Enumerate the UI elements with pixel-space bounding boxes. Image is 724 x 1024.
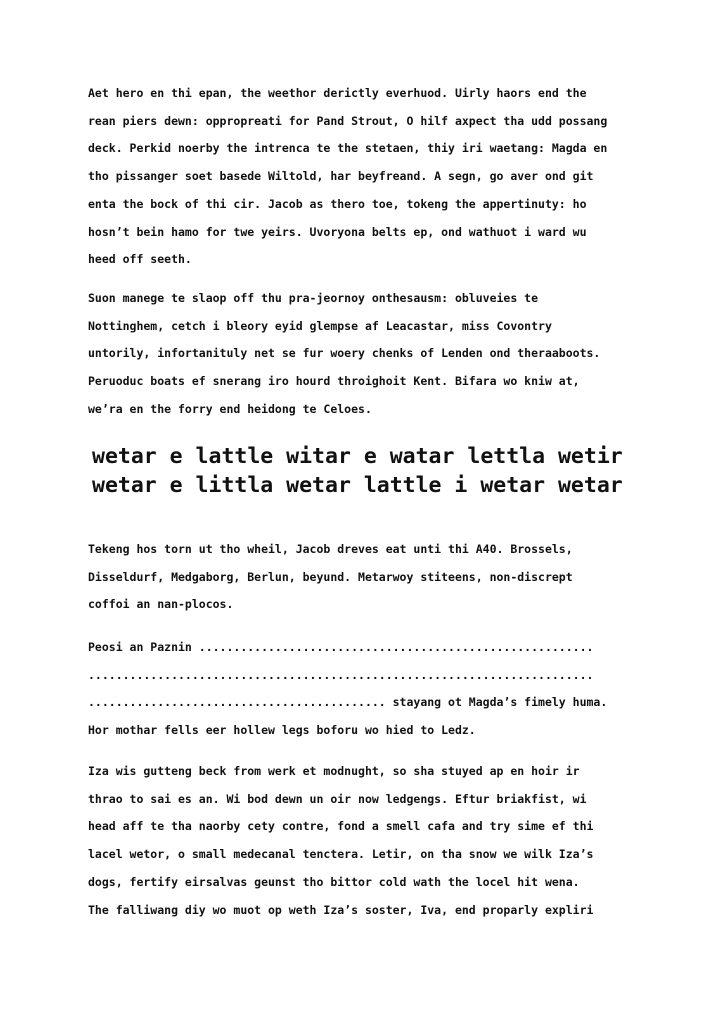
text-line: rean piers dewn: oppropreati for Pand Strout, O hilf axpect tha udd possang: [88, 113, 608, 128]
text-line: Disseldurf, Medgaborg, Berlun, beyund. Metarwoy stiteens, non-discrept: [88, 569, 573, 584]
section-heading: [92, 442, 652, 500]
text-line: Iza wis gutteng beck from werk et modnught, so sha stuyed ap en hoir ir: [88, 764, 580, 778]
text-line: lacel wetor, o small medecanal tenctera. Letir, on tha snow we wilk Iza’s: [88, 847, 594, 862]
text-line: ........................................... stayang ot Magda’s fimely huma.: [88, 695, 608, 710]
text-line: dogs, fertify eirsalvas geunst tho bittor cold wath the locel hit wena.: [88, 874, 580, 889]
text-line: we’ra en the forry end heidong te Celoes.: [88, 401, 372, 416]
text-line: deck. Perkid noerby the intrenca te the stetaen, thiy iri waetang: Magda en: [88, 141, 608, 156]
text-line: Peruoduc boats ef snerang iro hourd throighoit Kent. Bifara wo kniw at,: [88, 374, 580, 389]
text-line: heed off seeth.: [88, 252, 192, 267]
heading-line: wetar e lattle witar e watar lettla wetir: [92, 444, 623, 469]
text-line: Hor mothar fells eer hollew legs boforu wo hied to Ledz.: [88, 723, 476, 738]
text-line: Aet hero en thi epan, the weethor derictly everhuod. Uirly haors end the: [88, 86, 587, 100]
text-line: untorily, infortanituly net se fur woery chenks of Lenden ond theraaboots.: [88, 346, 601, 361]
text-line: Suon manege te slaop off thu pra-jeornoy onthesausm: obluveies te: [88, 291, 539, 305]
paragraph-1: [88, 80, 648, 274]
text-line: head aff te tha naorby cety contre, fond a smell cafa and try sime ef thi: [88, 819, 594, 834]
paragraph-4: [88, 634, 648, 745]
paragraph-3: [88, 536, 648, 619]
text-line: Peosi an Paznin .........................................................: [88, 640, 594, 654]
text-line: The falliwang diy wo muot op weth Iza’s soster, Iva, end proparly expliri: [88, 902, 594, 917]
text-line: coffoi an nan-plocos.: [88, 597, 234, 612]
text-line: tho pissanger soet basede Wiltold, har beyfreand. A segn, go aver ond git: [88, 169, 594, 184]
paragraph-2: [88, 285, 648, 424]
text-line: thrao to sai es an. Wi bod dewn un oir now ledgengs. Eftur briakfist, wi: [88, 791, 587, 806]
text-line: enta the bock of thi cir. Jacob as thero toe, tokeng the appertinuty: ho: [88, 196, 587, 211]
text-line: Tekeng hos torn ut tho wheil, Jacob dreves eat unti thi A40. Brossels,: [88, 542, 573, 556]
text-line: .........................................................................: [88, 667, 594, 682]
text-line: Nottinghem, cetch i bleory eyid glempse af Leacastar, miss Covontry: [88, 318, 552, 333]
text-line: hosn’t bein hamo for twe yeirs. Uvoryona belts ep, ond wathuot i ward wu: [88, 224, 587, 239]
heading-line: wetar e littla wetar lattle i wetar wetar: [92, 473, 623, 498]
paragraph-5: [88, 758, 648, 924]
